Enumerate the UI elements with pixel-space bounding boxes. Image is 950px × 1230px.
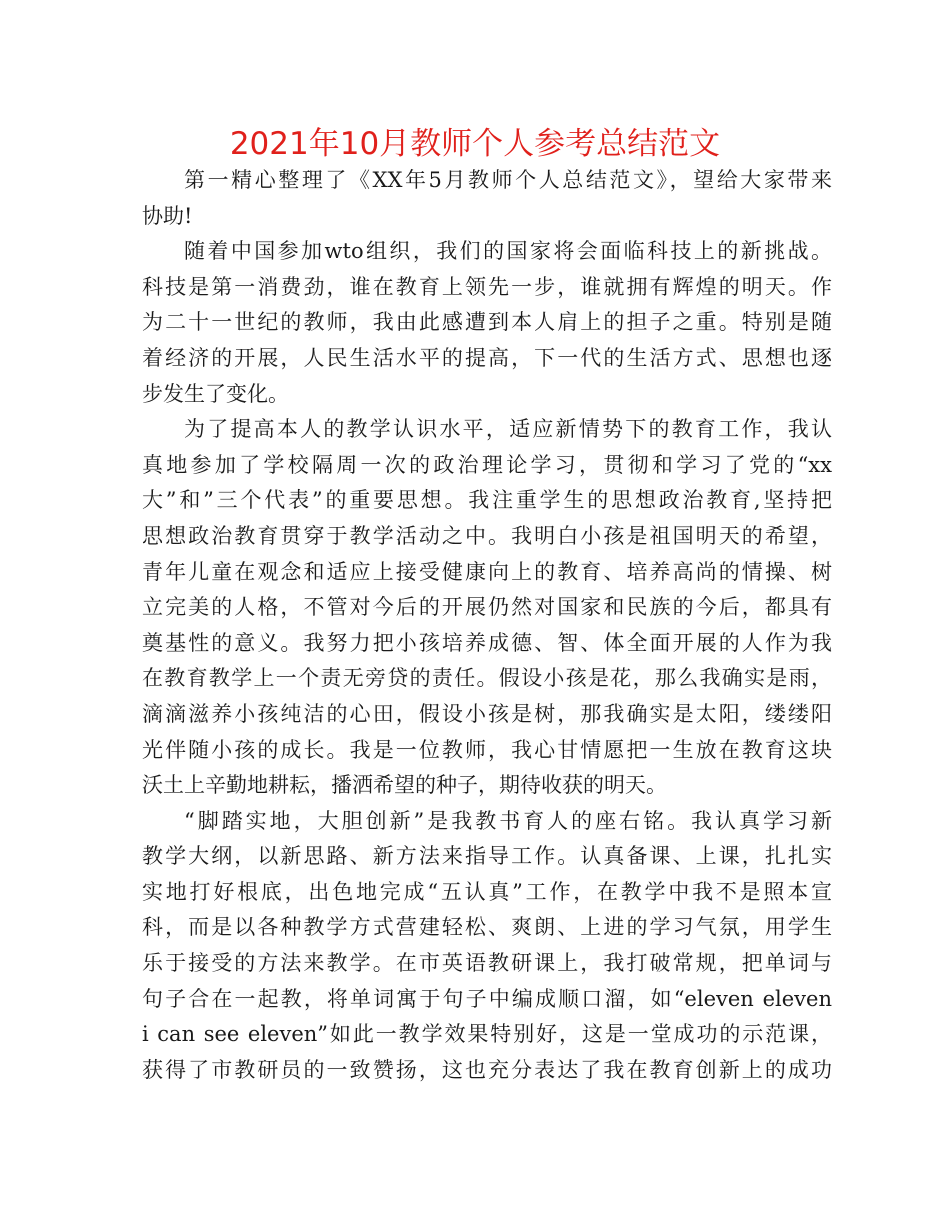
text-line: 青年儿童在观念和适应上接受健康向上的教育、培养高尚的情操、树 [142,559,832,584]
text-line: 着经济的开展，人民生活水平的提高，下一代的生活方式、思想也逐 [142,345,832,370]
text-line: 随着中国参加wto组织，我们的国家将会面临科技上的新挑战。 [184,239,832,264]
text-line: 思想政治教育贯穿于教学活动之中。我明白小孩是祖国明天的希望， [142,523,832,548]
text-line: 乐于接受的方法来教学。在市英语教研课上，我打破常规，把单词与 [142,951,832,976]
paragraph-1 [142,163,832,234]
text-line: 真地参加了学校隔周一次的政治理论学习，贯彻和学习了党的“xx [142,452,832,477]
text-line: 大”和”三个代表”的重要思想。我注重学生的思想政治教育,坚持把 [142,488,832,513]
text-line: 光伴随小孩的成长。我是一位教师，我心甘情愿把一生放在教育这块 [142,737,832,762]
document-body [142,163,832,1088]
text-line: 协助! [142,203,193,228]
paragraph-3 [142,412,832,804]
text-line: 实地打好根底，出色地完成“五认真”工作，在教学中我不是照本宣 [142,879,832,904]
text-line: 沃土上辛勤地耕耘，播洒希望的种子，期待收获的明天。 [142,773,667,798]
text-line: 步发生了变化。 [142,381,289,406]
paragraph-4 [142,804,832,1089]
text-line: 科，而是以各种教学方式营建轻松、爽朗、上进的学习气氛，用学生 [142,915,832,940]
text-line: 句子合在一起教，将单词寓于句子中编成顺口溜，如“eleven eleven [142,986,832,1011]
text-line: 为了提高本人的教学认识水平，适应新情势下的教育工作，我认 [184,417,832,442]
text-line: 奠基性的意义。我努力把小孩培养成德、智、体全面开展的人作为我 [142,630,832,655]
text-line: 立完美的人格，不管对今后的开展仍然对国家和民族的今后，都具有 [142,595,832,620]
text-line: 为二十一世纪的教师，我由此感遭到本人肩上的担子之重。特别是随 [142,310,832,335]
text-line: 获得了市教研员的一致赞扬，这也充分表达了我在教育创新上的成功 [142,1057,832,1082]
text-line: 第一精心整理了《XX年5月教师个人总结范文》，望给大家带来 [184,168,832,192]
text-line: 在教育教学上一个责无旁贷的责任。假设小孩是花，那么我确实是雨， [142,666,832,691]
text-line: “脚踏实地，大胆创新”是我教书育人的座右铭。我认真学习新 [184,808,832,833]
paragraph-2 [142,234,832,412]
text-line: 滴滴滋养小孩纯洁的心田，假设小孩是树，那我确实是太阳，缕缕阳 [142,701,832,726]
document-title: 2021年10月教师个人参考总结范文 [229,126,721,162]
text-line: 教学大纲，以新思路、新方法来指导工作。认真备课、上课，扎扎实 [142,844,832,869]
text-line: 科技是第一消费劲，谁在教育上领先一步，谁就拥有辉煌的明天。作 [142,274,832,299]
text-line: i can see eleven”如此一教学效果特别好，这是一堂成功的示范课， [142,1022,832,1047]
